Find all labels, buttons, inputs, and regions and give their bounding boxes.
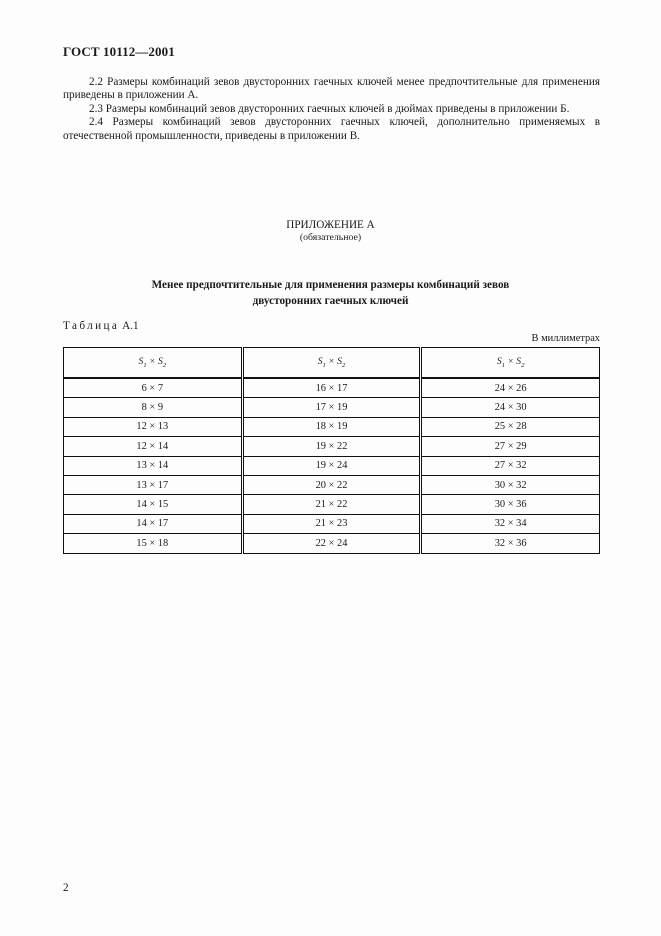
dimensions-table — [63, 347, 600, 554]
table-cell: 25 × 28 — [421, 417, 600, 436]
table-header-row — [64, 348, 600, 379]
header-times: × — [146, 356, 158, 368]
header-subscript-1: 1 — [501, 361, 506, 369]
header-times: × — [325, 356, 338, 368]
table-label — [63, 320, 139, 332]
header-subscript-2: 2 — [162, 361, 167, 369]
column-header — [242, 348, 421, 379]
table-cell: 13 × 17 — [64, 475, 243, 494]
appendix-title: ПРИЛОЖЕНИЕ А — [286, 219, 375, 231]
table-cell: 14 × 17 — [64, 514, 243, 533]
table-cell: 18 × 19 — [242, 417, 421, 436]
paragraph-2-2: 2.2 Размеры комбинаций зевов двусторонних гаечных ключей менее предпочтительные для применения приведены в приложении А. — [63, 76, 600, 102]
header-symbol-s2: S — [516, 356, 522, 368]
table-cell: 15 × 18 — [64, 534, 243, 553]
table-cell: 17 × 19 — [242, 398, 421, 417]
table-cell: 27 × 32 — [421, 456, 600, 475]
appendix-subtitle: (обязательное) — [299, 232, 362, 243]
header-subscript-1: 1 — [143, 361, 147, 369]
section-title-line-2: двусторонних гаечных ключей — [252, 294, 409, 307]
table-row — [64, 534, 600, 553]
table-cell: 20 × 22 — [242, 475, 421, 494]
table-cell: 30 × 32 — [421, 475, 600, 494]
table-cell: 19 × 24 — [242, 456, 421, 475]
header-symbol-s1: S — [138, 356, 144, 368]
table-row — [64, 398, 600, 417]
table-cell: 24 × 26 — [421, 378, 600, 398]
table-cell: 6 × 7 — [64, 378, 243, 398]
header-subscript-2: 2 — [341, 361, 346, 369]
table-cell: 8 × 9 — [64, 398, 243, 417]
table-cell: 13 × 14 — [64, 456, 243, 475]
table-label-number: А.1 — [122, 320, 139, 332]
paragraph-2-3: 2.3 Размеры комбинаций зевов двусторонних гаечных ключей в дюймах приведены в приложении Б. — [89, 102, 570, 115]
table-cell: 21 × 22 — [242, 495, 421, 514]
table-cell: 19 × 22 — [242, 437, 421, 456]
paragraph-2-4: 2.4 Размеры комбинаций зевов двусторонних гаечных ключей, дополнительно применяемых в отечественной промышленности, приведены в приложении В. — [63, 116, 600, 142]
header-subscript-2: 2 — [521, 361, 525, 369]
header-symbol-s2: S — [157, 356, 163, 368]
table-row — [64, 437, 600, 456]
column-header — [421, 348, 600, 379]
header-times: × — [505, 356, 517, 368]
table-cell: 16 × 17 — [242, 378, 421, 398]
table-cell: 32 × 34 — [421, 514, 600, 533]
header-symbol-s1: S — [317, 356, 323, 368]
table-cell: 32 × 36 — [421, 534, 600, 553]
table-cell: 24 × 30 — [421, 398, 600, 417]
table-cell: 12 × 13 — [64, 417, 243, 436]
table-body — [64, 378, 600, 553]
table-cell: 12 × 14 — [64, 437, 243, 456]
table-cell: 21 × 23 — [242, 514, 421, 533]
table-row — [64, 417, 600, 436]
page-number: 2 — [63, 882, 69, 894]
table-label-word: Таблица — [63, 320, 120, 332]
paragraphs — [63, 76, 600, 143]
table-units: В миллиметрах — [531, 333, 600, 344]
table-cell: 14 × 15 — [64, 495, 243, 514]
table-row — [64, 378, 600, 398]
column-header — [64, 348, 243, 379]
table-cell: 27 × 29 — [421, 437, 600, 456]
header-symbol-s2: S — [337, 356, 342, 368]
table-cell: 22 × 24 — [242, 534, 421, 553]
section-title — [0, 278, 661, 309]
table-row — [64, 514, 600, 533]
table-row — [64, 495, 600, 514]
table-row — [64, 456, 600, 475]
header-symbol-s1: S — [496, 356, 502, 368]
table-row — [64, 475, 600, 494]
table-cell: 30 × 36 — [421, 495, 600, 514]
section-title-line-1: Менее предпочтительные для применения размеры комбинаций зевов — [151, 279, 510, 291]
document-header: ГОСТ 10112—2001 — [63, 44, 175, 59]
header-subscript-1: 1 — [322, 361, 326, 369]
